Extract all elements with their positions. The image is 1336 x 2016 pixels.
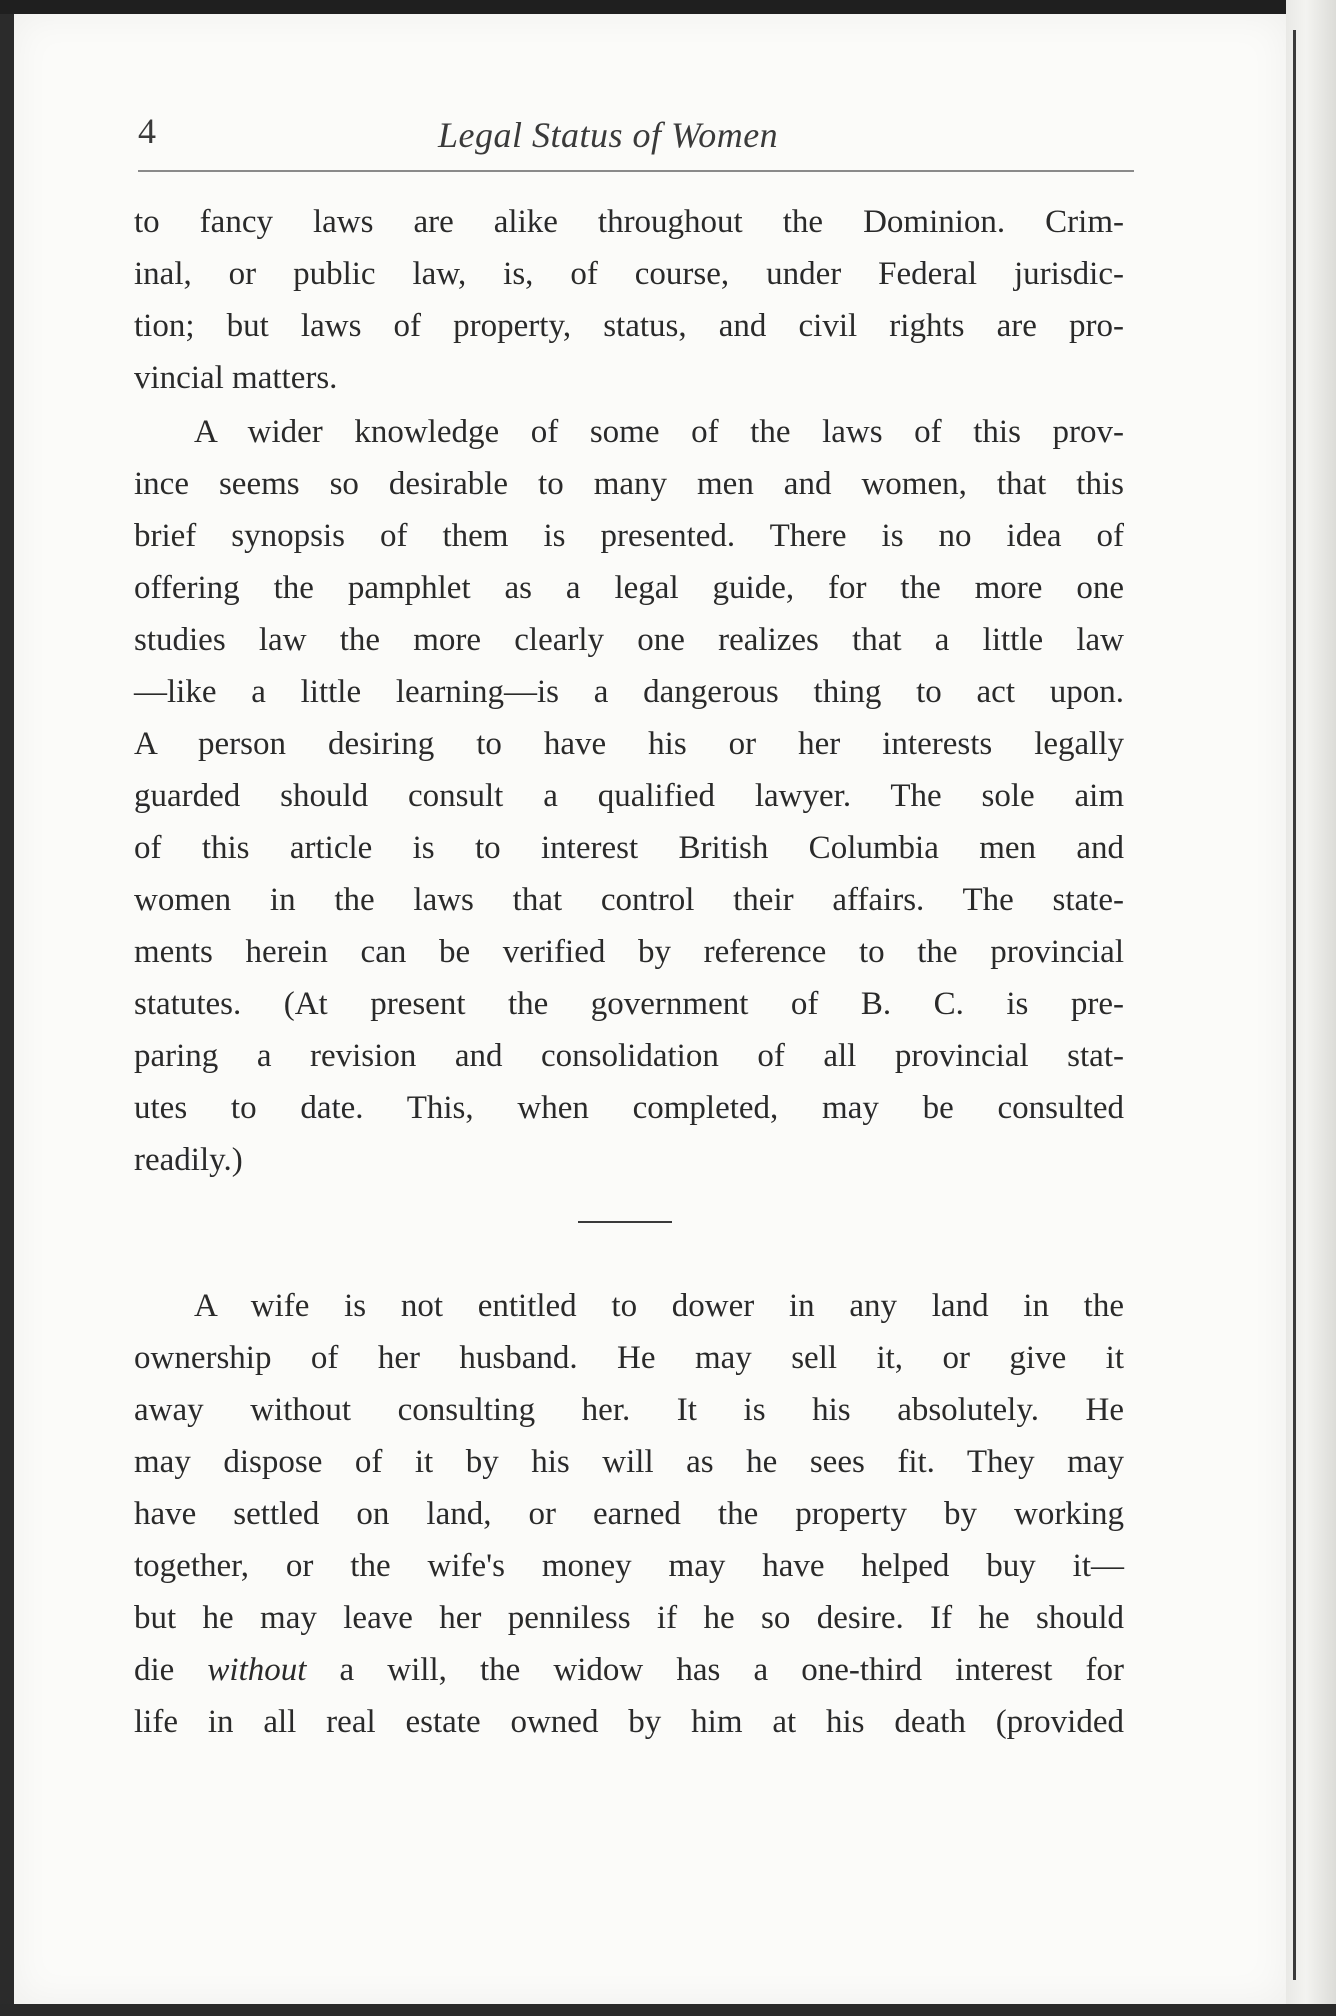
text-line: A wife is not entitled to dower in any land in the [194,1288,1124,1324]
text-line: to fancy laws are alike throughout the Dominion. Crim- [134,204,1124,240]
paragraph-3 [134,1280,1124,1748]
text-line: vincial matters. [134,360,338,396]
text-line: guarded should consult a qualified lawyer. The sole aim [134,778,1124,814]
text-line: women in the laws that control their affairs. The state- [134,882,1124,918]
text-line: together, or the wife's money may have helped buy it— [134,1548,1124,1584]
text-line: studies law the more clearly one realizes that a little law [134,622,1124,658]
scan-binding-edge [1293,30,1296,1980]
running-title: Legal Status of Women [438,115,779,155]
text-line-mixed [134,1644,1124,1696]
text-line: of this article is to interest British Columbia men and [134,830,1124,866]
text-line: utes to date. This, when completed, may be consulted [134,1090,1124,1126]
page-number: 4 [138,111,156,151]
text-line: but he may leave her penniless if he so desire. If he should [134,1600,1124,1636]
scan-border-top [0,0,1336,14]
text-line: A wider knowledge of some of the laws of this prov- [194,414,1124,450]
text-line: A person desiring to have his or her interests legally [134,726,1124,762]
text-line: offering the pamphlet as a legal guide, for the more one [134,570,1124,606]
text-line: ments herein can be verified by reference to the provincial [134,934,1124,970]
text-line: ince seems so desirable to many men and women, that this [134,466,1124,502]
header-rule [138,170,1134,172]
text-fragment: a will, the widow has a one-third interest for [306,1652,1124,1688]
text-line: tion; but laws of property, status, and civil rights are pro- [134,308,1124,344]
text-line: statutes. (At present the government of B. C. is pre- [134,986,1124,1022]
section-divider [578,1221,672,1223]
page-header [138,110,1134,166]
text-line: readily.) [134,1142,243,1178]
text-line: —like a little learning—is a dangerous thing to act upon. [134,674,1124,710]
text-line: brief synopsis of them is presented. There is no idea of [134,518,1124,554]
paragraph-1 [134,196,1124,404]
text-line: life in all real estate owned by him at his death (provided [134,1704,1124,1740]
emphasis-text: without [207,1652,307,1688]
paragraph-2 [134,406,1124,1186]
text-line: inal, or public law, is, of course, under Federal jurisdic- [134,256,1124,292]
text-line: ownership of her husband. He may sell it, or give it [134,1340,1124,1376]
scan-border-bottom [0,2004,1336,2016]
text-line: away without consulting her. It is his absolutely. He [134,1392,1124,1428]
text-fragment: die [134,1652,208,1688]
text-line: paring a revision and consolidation of all provincial stat- [134,1038,1124,1074]
text-line: may dispose of it by his will as he sees fit. They may [134,1444,1124,1480]
text-line: have settled on land, or earned the property by working [134,1496,1124,1532]
